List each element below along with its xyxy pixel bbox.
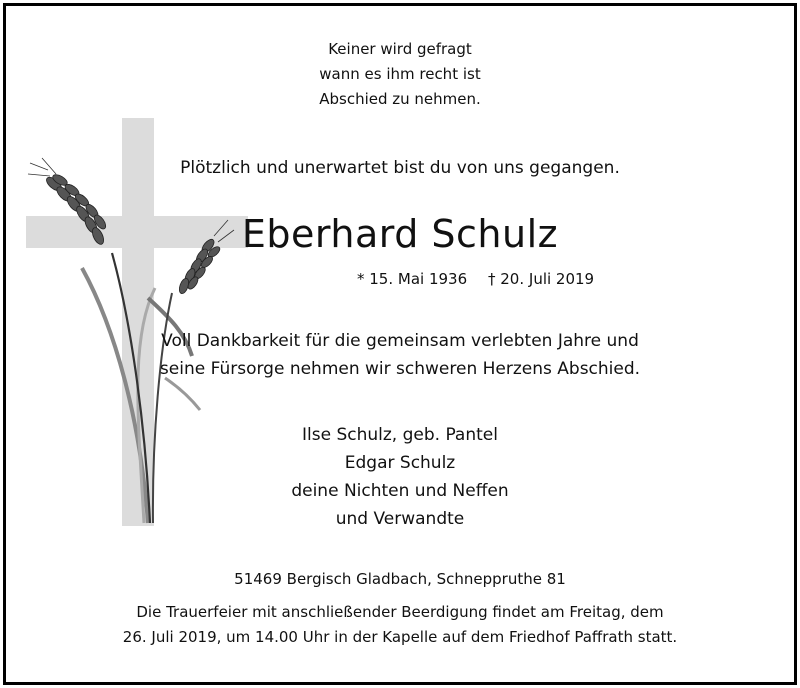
motto-line-1: Keiner wird gefragt (328, 40, 472, 58)
message-line-1: Voll Dankbarkeit für die gemeinsam verlebten Jahre und (161, 331, 639, 351)
mourner-2: Edgar Schulz (344, 453, 456, 473)
death-date: † 20. Juli 2019 (488, 270, 595, 288)
address: 51469 Bergisch Gladbach, Schneppruthe 81 (234, 570, 566, 588)
intro-line: Plötzlich und unerwartet bist du von uns gegangen. (180, 158, 620, 178)
mourner-3: deine Nichten und Neffen (291, 481, 509, 501)
message-line-2: seine Fürsorge nehmen wir schweren Herzens Abschied. (159, 359, 641, 379)
funeral-line-2: 26. Juli 2019, um 14.00 Uhr in der Kapelle auf dem Friedhof Paffrath statt. (122, 628, 678, 646)
deceased-name: Eberhard Schulz (241, 212, 559, 256)
mourner-1: Ilse Schulz, geb. Pantel (302, 425, 498, 445)
motto-line-2: wann es ihm recht ist (319, 65, 481, 83)
mourner-4: und Verwandte (335, 509, 465, 529)
funeral-line-1: Die Trauerfeier mit anschließender Beerdigung findet am Freitag, dem (136, 603, 664, 621)
motto-line-3: Abschied zu nehmen. (319, 90, 481, 108)
birth-date: * 15. Mai 1936 (357, 270, 468, 288)
